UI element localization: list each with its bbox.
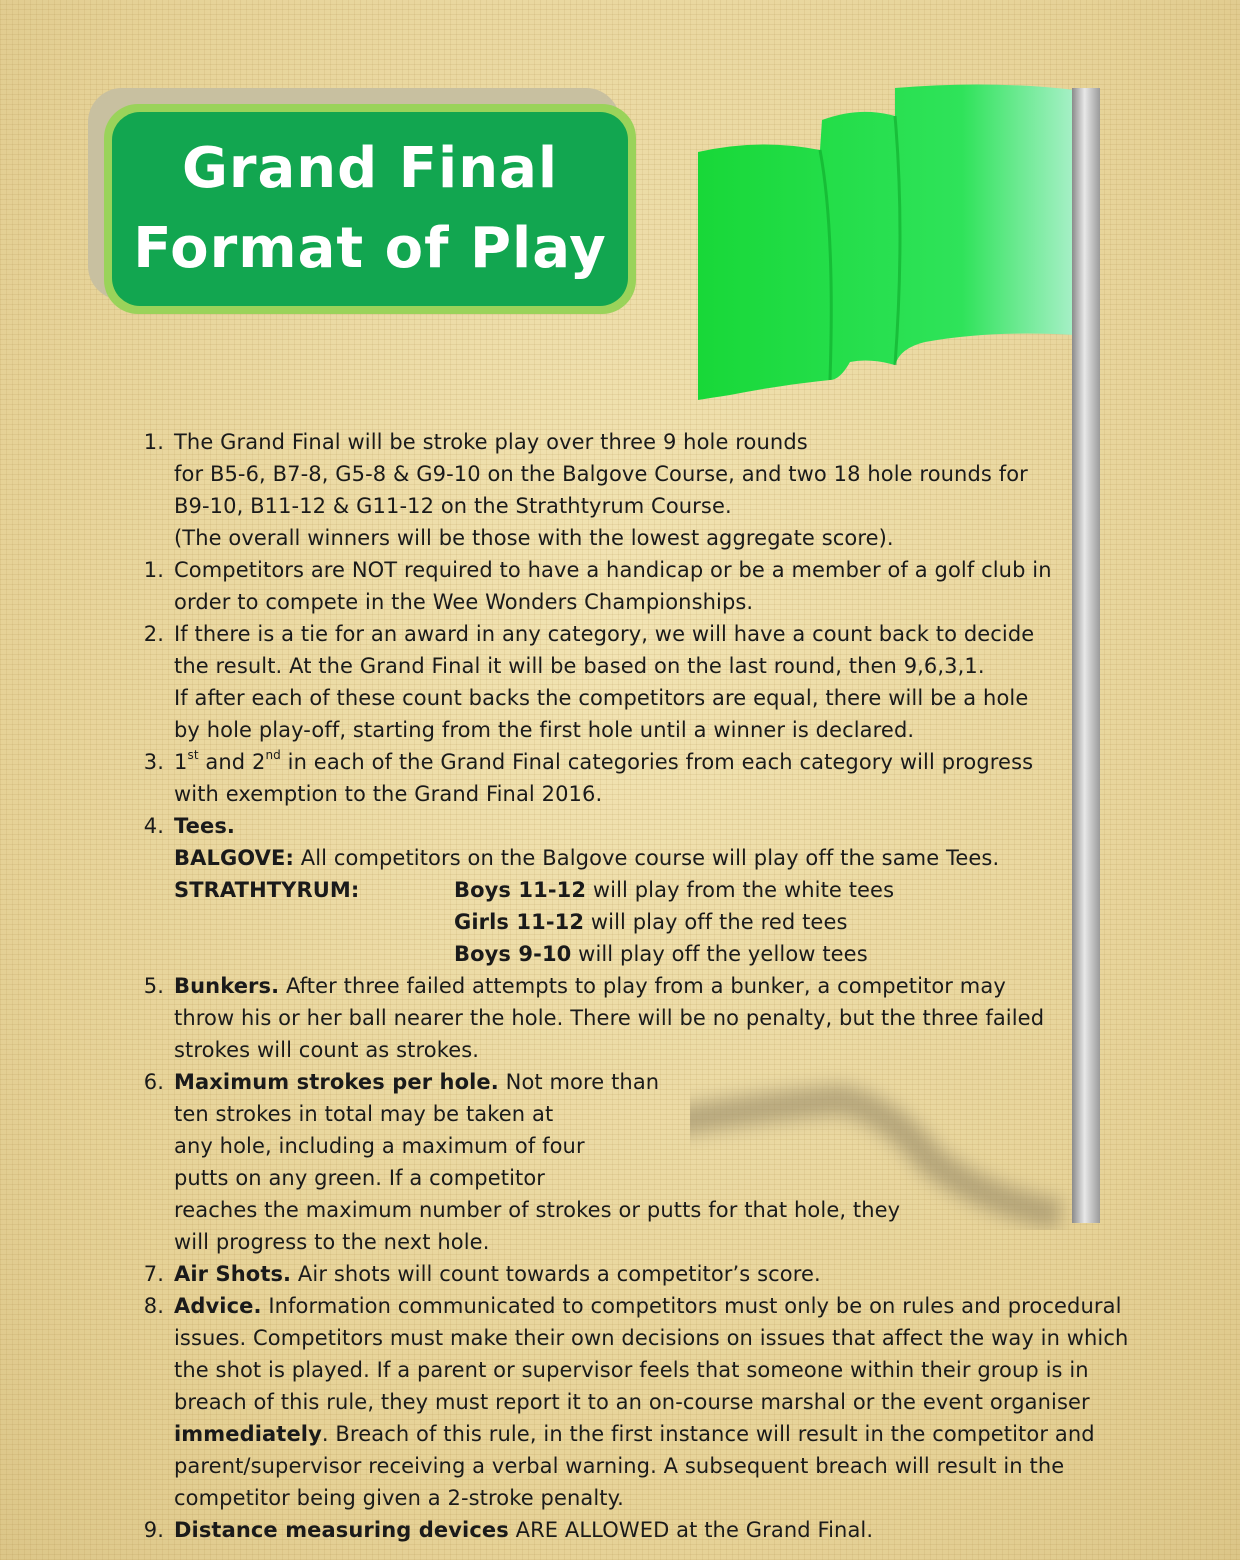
rule-text: . Breach of this rule, in the first instance will result in the competitor and: [321, 1422, 1095, 1446]
rule-text: All competitors on the Balgove course will play off the same Tees.: [293, 846, 1000, 870]
rule-text: If there is a tie for an award in any category, we will have a count back to decide: [174, 622, 1035, 646]
rule-text: any hole, including a maximum of four: [174, 1134, 585, 1158]
rule-text: breach of this rule, they must report it to an on-course marshal or the event organiser: [174, 1390, 1090, 1414]
rule-heading: Advice.: [174, 1294, 262, 1318]
rule-text: with exemption to the Grand Final 2016.: [174, 782, 603, 806]
rule-text: ten strokes in total may be taken at: [174, 1102, 554, 1126]
rule-text: for B5-6, B7-8, G5-8 & G9-10 on the Balgove Course, and two 18 hole rounds for: [174, 462, 1028, 486]
rule-text: by hole play-off, starting from the first hole until a winner is declared.: [174, 718, 915, 742]
rule-heading: Maximum strokes per hole.: [174, 1070, 499, 1094]
tee-group: Boys 11-12: [454, 878, 587, 902]
rule-text: will progress to the next hole.: [174, 1230, 490, 1254]
tee-group: Girls 11-12: [454, 910, 585, 934]
rule-text: Not more than: [498, 1070, 660, 1094]
rule-text: Information communicated to competitors must only be on rules and procedural: [261, 1294, 1122, 1318]
list-item: [120, 1258, 1130, 1290]
list-number: 1.: [143, 558, 164, 582]
rule-text: (The overall winners will be those with the lowest aggregate score).: [174, 526, 894, 550]
rule-text: reaches the maximum number of strokes or putts for that hole, they: [174, 1198, 901, 1222]
list-item: [120, 1066, 1130, 1258]
list-number: 3.: [143, 750, 164, 774]
list-number: 4.: [143, 814, 164, 838]
list-item: [120, 1290, 1130, 1514]
title-sign-face: [112, 112, 628, 306]
rule-text: After three failed attempts to play from a bunker, a competitor may: [279, 974, 1006, 998]
list-item: [120, 1514, 1130, 1546]
list-item: [120, 810, 1130, 970]
rule-heading: Air Shots.: [174, 1262, 292, 1286]
balgove-label: BALGOVE:: [174, 846, 294, 870]
rule-heading: Tees.: [174, 814, 235, 838]
flag-cloth: [698, 84, 1075, 400]
rule-text: The Grand Final will be stroke play over three 9 hole rounds: [174, 430, 808, 454]
rule-text: If after each of these count backs the competitors are equal, there will be a hole: [174, 686, 1029, 710]
list-item: [120, 970, 1130, 1066]
page-title-line-1: Grand Final: [181, 136, 559, 201]
rule-text: strokes will count as strokes.: [174, 1038, 480, 1062]
list-number: 8.: [143, 1294, 164, 1318]
list-number: 2.: [143, 622, 164, 646]
rule-text: the result. At the Grand Final it will be based on the last round, then 9,6,3,1.: [174, 654, 985, 678]
tee-group: Boys 9-10: [454, 942, 572, 966]
tee-text: will play from the white tees: [586, 878, 895, 902]
rule-heading: Bunkers.: [174, 974, 280, 998]
list-item: [120, 618, 1130, 746]
tee-text: will play off the red tees: [584, 910, 848, 934]
rule-text: the shot is played. If a parent or supervisor feels that someone within their group is in: [174, 1358, 1089, 1382]
rule-emphasis: immediately: [174, 1422, 322, 1446]
rule-text: putts on any green. If a competitor: [174, 1166, 546, 1190]
strathtyrum-label: STRATHTYRUM:: [174, 878, 360, 902]
rule-text: Air shots will count towards a competitor’s score.: [291, 1262, 821, 1286]
list-item: [120, 426, 1130, 554]
rule-heading: Distance measuring devices: [174, 1518, 509, 1542]
rule-text: Competitors are NOT required to have a handicap or be a member of a golf club in: [174, 558, 1052, 582]
title-sign: [104, 104, 636, 314]
list-item: [120, 746, 1130, 810]
list-number: 5.: [143, 974, 164, 998]
rule-text: parent/supervisor receiving a verbal warning. A subsequent breach will result in the: [174, 1454, 1065, 1478]
page-title-line-2: Format of Play: [133, 216, 607, 281]
rule-text: 1st and 2nd in each of the Grand Final categories from each category will progress: [174, 748, 1034, 774]
tee-text: will play off the yellow tees: [571, 942, 868, 966]
rule-text: issues. Competitors must make their own decisions on issues that affect the way in which: [174, 1326, 1129, 1350]
rule-text: order to compete in the Wee Wonders Championships.: [174, 590, 754, 614]
rule-text: ARE ALLOWED at the Grand Final.: [508, 1518, 874, 1542]
rule-text: throw his or her ball nearer the hole. There will be no penalty, but the three failed: [174, 1006, 1045, 1030]
rule-text: B9-10, B11-12 & G11-12 on the Strathtyrum Course.: [174, 494, 732, 518]
list-number: 9.: [143, 1518, 164, 1542]
rule-text: competitor being given a 2-stroke penalty.: [174, 1486, 624, 1510]
list-item: [120, 554, 1130, 618]
list-number: 1.: [143, 430, 164, 454]
list-number: 6.: [143, 1070, 164, 1094]
list-number: 7.: [143, 1262, 164, 1286]
rules-list: [120, 426, 1130, 1546]
